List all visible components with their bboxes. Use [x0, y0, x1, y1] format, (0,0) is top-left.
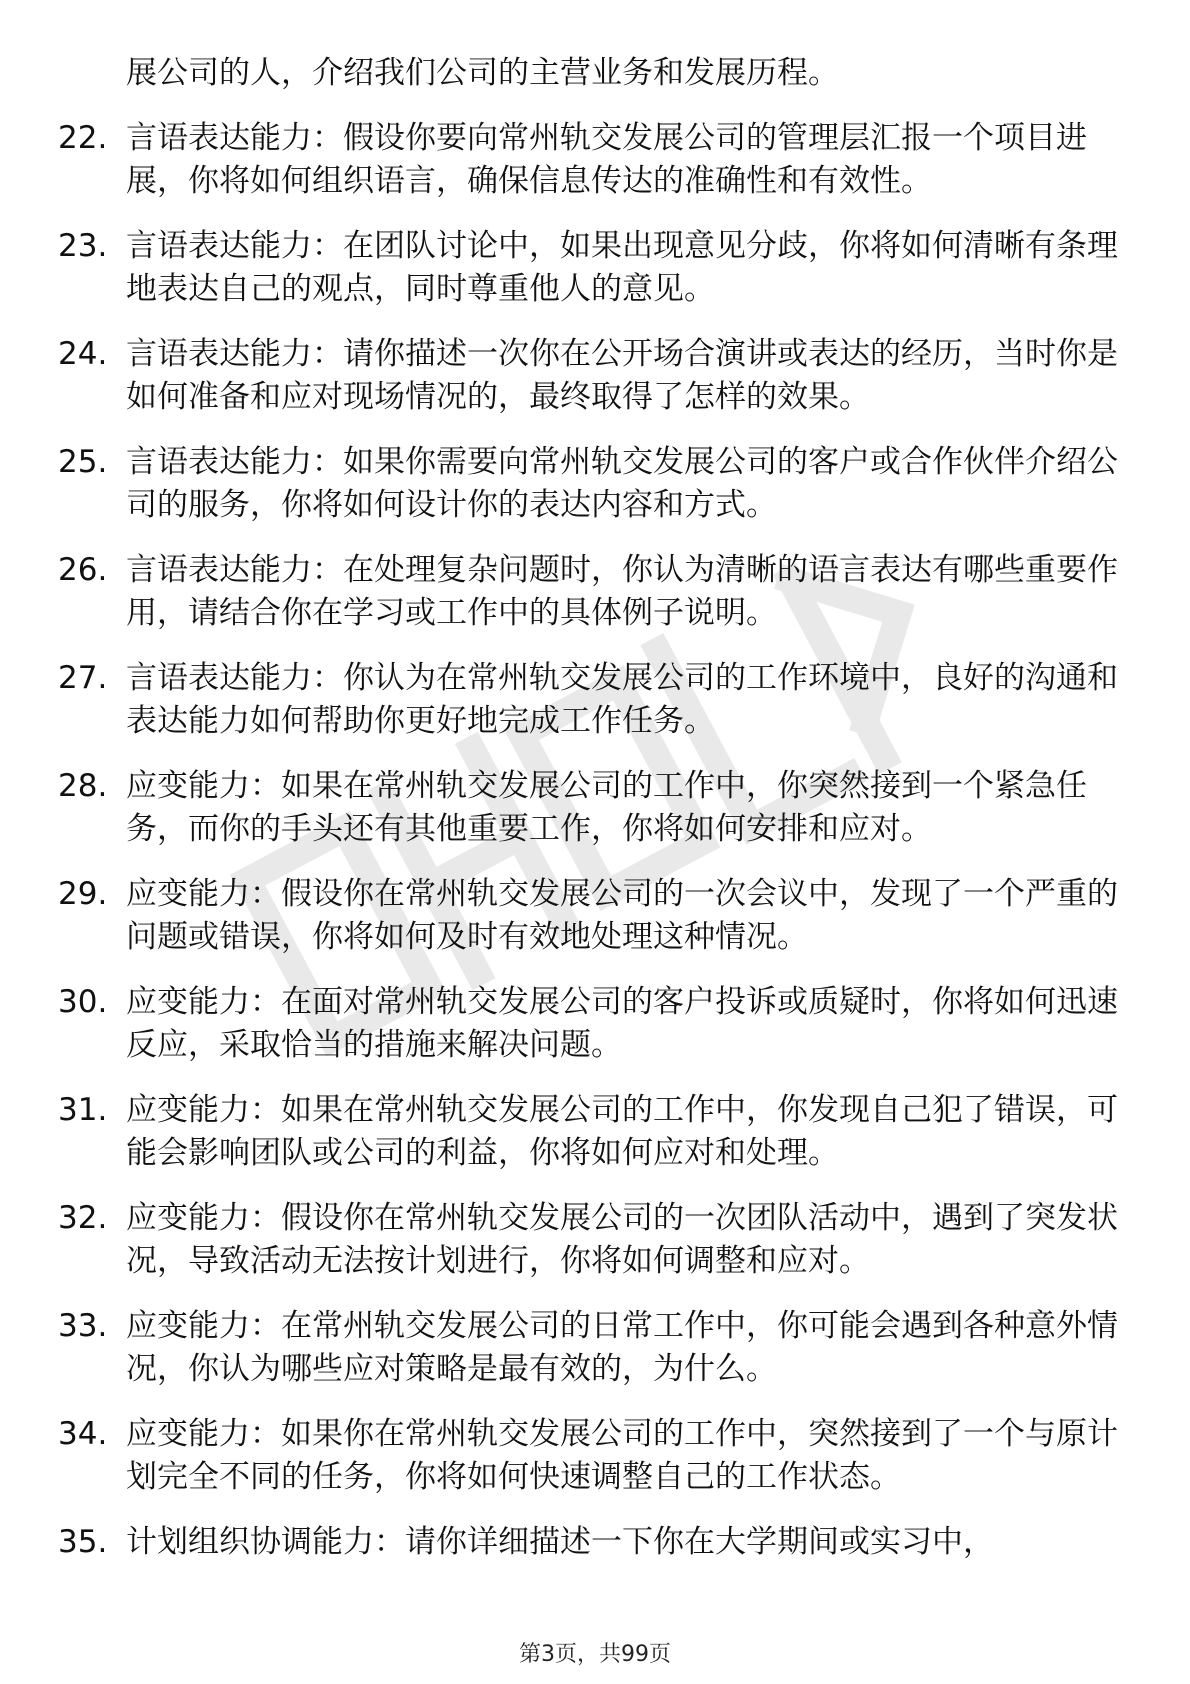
question-text: 言语表达能力：假设你要向常州轨交发展公司的管理层汇报一个项目进展，你将如何组织语言，确保信息传达的准确性和有效性。: [126, 120, 1087, 199]
question-item: [0, 1521, 1190, 1564]
question-item: [0, 1413, 1190, 1499]
question-item: [0, 1089, 1190, 1175]
question-number: 35.: [58, 1524, 108, 1560]
question-text: 计划组织协调能力：请你详细描述一下你在大学期间或实习中，: [126, 1524, 994, 1560]
question-number: 27.: [58, 660, 108, 696]
question-item: [0, 873, 1190, 959]
question-text: 应变能力：如果在常州轨交发展公司的工作中，你突然接到一个紧急任务，而你的手头还有其他重要工作，你将如何安排和应对。: [126, 768, 1087, 847]
question-text: 言语表达能力：在处理复杂问题时，你认为清晰的语言表达有哪些重要作用，请结合你在学习或工作中的具体例子说明。: [126, 552, 1118, 631]
question-number: 29.: [58, 876, 108, 912]
question-item: [0, 225, 1190, 311]
question-item: [0, 333, 1190, 419]
question-number: 31.: [58, 1092, 108, 1128]
question-item: [0, 765, 1190, 851]
question-text: 应变能力：在常州轨交发展公司的日常工作中，你可能会遇到各种意外情况，你认为哪些应对策略是最有效的，为什么。: [126, 1308, 1118, 1387]
question-number: 28.: [58, 768, 108, 804]
question-text: 应变能力：在面对常州轨交发展公司的客户投诉或质疑时，你将如何迅速反应，采取恰当的措施来解决问题。: [126, 984, 1118, 1063]
question-number: 23.: [58, 228, 108, 264]
question-item: [0, 549, 1190, 635]
question-item: [0, 1305, 1190, 1391]
question-item: [0, 441, 1190, 527]
question-number: 33.: [58, 1308, 108, 1344]
question-number: 26.: [58, 552, 108, 588]
question-item: [0, 981, 1190, 1067]
question-text: 应变能力：假设你在常州轨交发展公司的一次团队活动中，遇到了突发状况，导致活动无法按计划进行，你将如何调整和应对。: [126, 1200, 1118, 1279]
question-number: 25.: [58, 444, 108, 480]
question-number: 30.: [58, 984, 108, 1020]
question-number: 24.: [58, 336, 108, 372]
question-text: 应变能力：如果在常州轨交发展公司的工作中，你发现自己犯了错误，可能会影响团队或公司的利益，你将如何应对和处理。: [126, 1092, 1118, 1171]
question-text: 言语表达能力：在团队讨论中，如果出现意见分歧，你将如何清晰有条理地表达自己的观点，同时尊重他人的意见。: [126, 228, 1118, 307]
page-footer: 第3页，共99页: [519, 1642, 671, 1667]
question-item: [0, 117, 1190, 203]
question-text: 言语表达能力：你认为在常州轨交发展公司的工作环境中，良好的沟通和表达能力如何帮助你更好地完成工作任务。: [126, 660, 1118, 739]
question-text: 应变能力：如果你在常州轨交发展公司的工作中，突然接到了一个与原计划完全不同的任务，你将如何快速调整自己的工作状态。: [126, 1416, 1118, 1495]
continuation-text: 展公司的人，介绍我们公司的主营业务和发展历程。: [126, 55, 839, 91]
question-number: 22.: [58, 120, 108, 156]
question-item: [0, 1197, 1190, 1283]
question-item: [0, 657, 1190, 743]
question-list: [0, 117, 1190, 1586]
question-number: 34.: [58, 1416, 108, 1452]
question-text: 言语表达能力：如果你需要向常州轨交发展公司的客户或合作伙伴介绍公司的服务，你将如何设计你的表达内容和方式。: [126, 444, 1118, 523]
question-text: 言语表达能力：请你描述一次你在公开场合演讲或表达的经历，当时你是如何准备和应对现场情况的，最终取得了怎样的效果。: [126, 336, 1118, 415]
question-text: 应变能力：假设你在常州轨交发展公司的一次会议中，发现了一个严重的问题或错误，你将如何及时有效地处理这种情况。: [126, 876, 1118, 955]
question-number: 32.: [58, 1200, 108, 1236]
